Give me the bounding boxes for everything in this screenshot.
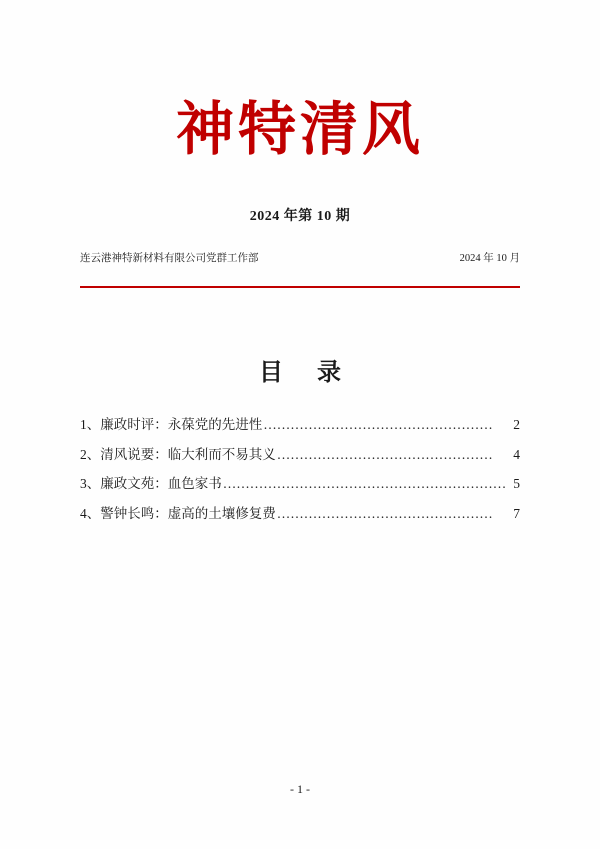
issue-line: 2024 年第 10 期 — [249, 209, 351, 224]
toc-item[interactable] — [80, 418, 520, 432]
toc-item-label: 3、廉政文苑：血色家书 — [80, 476, 222, 491]
publisher-meta-row — [80, 250, 520, 265]
toc-item[interactable] — [80, 477, 520, 491]
toc-item-page: 7 — [513, 505, 520, 521]
publication-date: 2024 年 10 月 — [459, 253, 520, 264]
toc-item[interactable] — [80, 448, 520, 462]
toc-heading: 目 录 — [259, 360, 355, 386]
toc-item-page: 4 — [513, 446, 520, 462]
table-of-contents — [80, 418, 520, 536]
toc-item-page: 5 — [513, 476, 520, 491]
toc-item-leader: …………………………………………… — [263, 418, 493, 432]
page-number: - 1 - — [290, 782, 310, 796]
toc-item-leader: ………………………………………… — [276, 506, 493, 520]
toc-item-page: 2 — [513, 417, 520, 432]
header-divider — [80, 286, 520, 288]
toc-item-label: 1、廉政时评：永葆党的先进性 — [80, 417, 263, 432]
toc-item-label: 4、警钟长鸣：虚高的土壤修复费 — [80, 505, 276, 521]
toc-item[interactable] — [80, 507, 520, 521]
toc-item-leader: ………………………………………… — [276, 447, 493, 461]
toc-item-label: 2、清风说要：临大利而不易其义 — [80, 446, 276, 462]
masthead-title: 神特清风 — [175, 95, 424, 163]
toc-item-leader: ……………………………………………………… — [222, 477, 507, 491]
publisher-name: 连云港神特新材料有限公司党群工作部 — [80, 253, 259, 264]
